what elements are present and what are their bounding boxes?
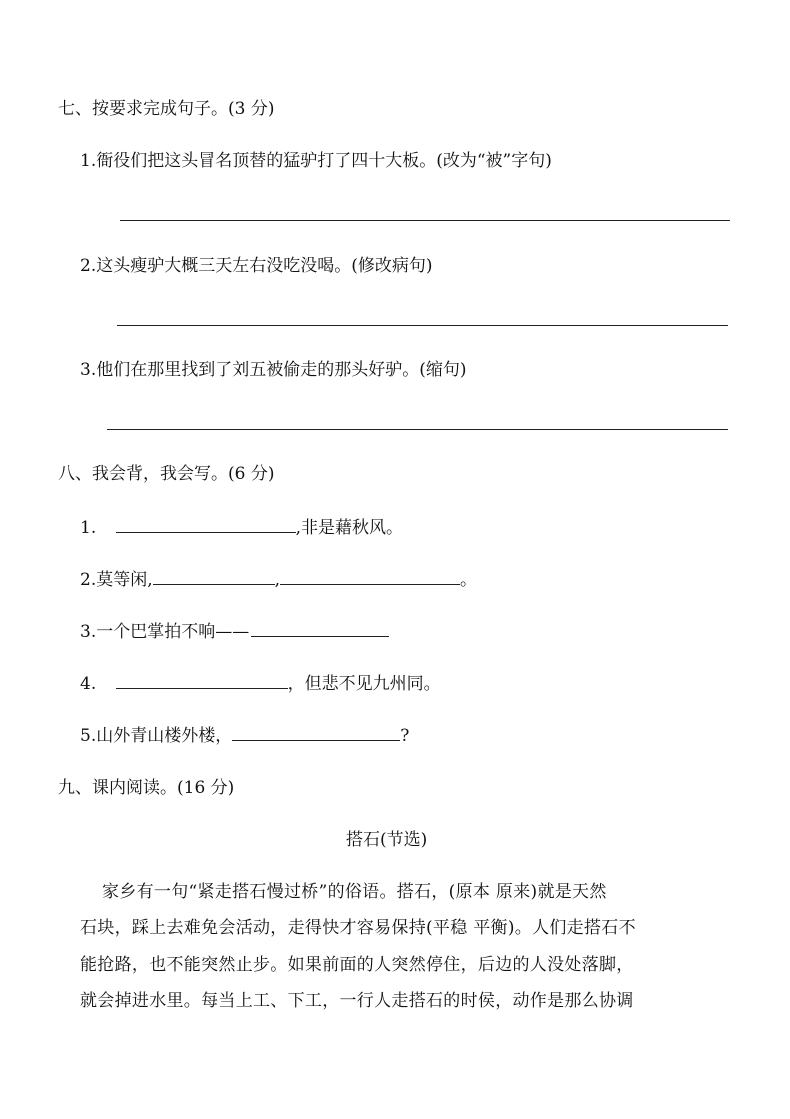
blank-2a[interactable]	[153, 569, 275, 585]
answer-line-7-2[interactable]	[117, 325, 728, 326]
item-end: ?	[400, 726, 410, 746]
blank-3[interactable]	[251, 621, 389, 637]
item-separator: ,	[274, 570, 281, 590]
item-text: 5.山外青山楼外楼，	[80, 726, 233, 746]
passage-title: 搭石(节选)	[346, 830, 428, 850]
section-9-title: 九、课内阅读。(16 分)	[58, 778, 235, 798]
item-end: 。	[460, 570, 478, 590]
item-number: 4.	[80, 674, 97, 694]
passage-line: 石块，踩上去难免会活动，走得快才容易保持(平稳 平衡)。人们走搭石不	[80, 918, 636, 939]
passage-body	[80, 874, 730, 1020]
passage-line: 能抢路，也不能突然止步。如果前面的人突然停住，后边的人没处落脚，	[80, 954, 634, 975]
item-number: 1.	[80, 518, 97, 538]
recite-item-5	[80, 725, 409, 747]
recite-item-4	[80, 673, 441, 695]
recite-item-2	[80, 569, 477, 591]
item-text: ，但悲不见九州同。	[287, 674, 441, 694]
section-7-title: 七、按要求完成句子。(3 分)	[58, 99, 275, 119]
item-text: 3.一个巴掌拍不响——	[80, 622, 250, 642]
passage-line: 家乡有一句“紧走搭石慢过桥”的俗语。搭石，(原本 原来)就是天然	[102, 882, 607, 902]
recite-item-3	[80, 621, 389, 643]
question-7-3: 3.他们在那里找到了刘五被偷走的那头好驴。(缩句)	[80, 360, 467, 380]
blank-2b[interactable]	[280, 569, 460, 585]
blank-4[interactable]	[116, 673, 288, 689]
item-text: ,非是藉秋风。	[295, 518, 404, 538]
question-7-1: 1.衙役们把这头冒名顶替的猛驴打了四十大板。(改为“被”字句)	[80, 151, 552, 171]
section-8-title: 八、我会背，我会写。(6 分)	[58, 464, 275, 484]
answer-line-7-3[interactable]	[107, 429, 728, 430]
blank-5[interactable]	[232, 725, 400, 741]
passage-line: 就会掉进水里。每当上工、下工，一行人走搭石的时侯，动作是那么协调	[80, 991, 634, 1012]
recite-item-1	[80, 517, 403, 539]
answer-line-7-1[interactable]	[120, 220, 730, 221]
question-7-2: 2.这头瘦驴大概三天左右没吃没喝。(修改病句)	[80, 256, 433, 276]
blank-1[interactable]	[116, 517, 296, 533]
item-text: 2.莫等闲,	[80, 570, 153, 590]
